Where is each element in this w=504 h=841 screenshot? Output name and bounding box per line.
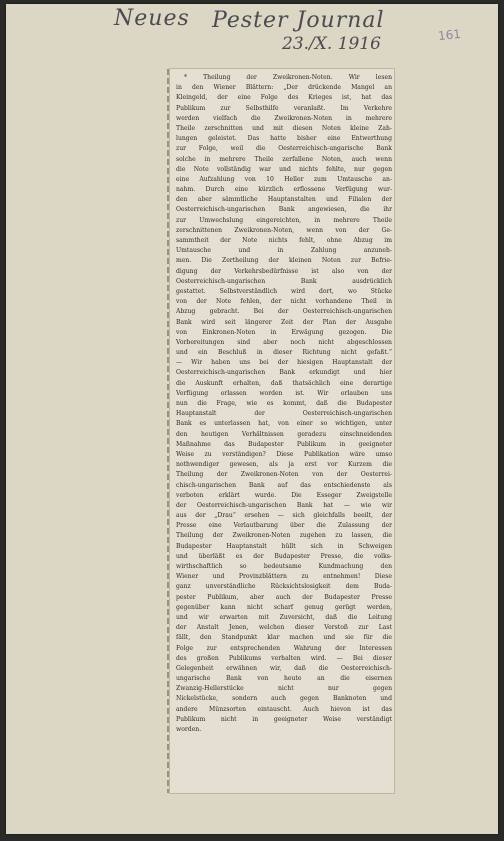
- article-line: Budapester Hauptanstalt hüllt sich in Schweigen: [176, 542, 392, 550]
- archive-stamp-number: 161: [437, 26, 462, 44]
- archive-sheet: [6, 4, 498, 834]
- article-line: Vorbereitungen sind aber noch nicht abgeschlossen: [176, 338, 392, 346]
- article-line: verboten erklärt wurde. Die Esseger Zweigstelle: [176, 491, 392, 499]
- article-line: fällt, den Standpunkt klar machen und sie für die: [176, 634, 392, 642]
- article-line: solche in mehrere Theile zerfallene Noten, auch wenn: [176, 155, 392, 163]
- article-line: Maßnahme das Budapester Publikum in geeigneter: [176, 440, 392, 448]
- article-line: Umtausche und in Zahlung anzuneh-: [176, 247, 392, 255]
- article-line: Theile zerschnitten und mit diesen Noten kleine Zah-: [176, 124, 392, 132]
- article-line: nahm. Durch eine kürzlich erflossene Verfügung wur-: [176, 186, 392, 194]
- article-line: ganz unverständliche Rücksichtslosigkeit dem Buda-: [176, 583, 392, 591]
- article-line: Oesterreichisch-ungarischen Bank erkundigt und hier: [176, 369, 392, 377]
- article-line: men. Die Zertheilung der kleinen Noten zur Befrie-: [176, 257, 392, 265]
- article-line: Kleingeld, der eine Folge des Krieges ist, hat das: [176, 94, 392, 102]
- article-line: zur Folge, weil die Oesterreichisch-ungarische Bank: [176, 145, 392, 153]
- article-line: der Anstalt Jenen, welchen dieser Verstoß zur Last: [176, 624, 392, 632]
- article-line: Publikum zur Selbsthilfe veranlaßt. Im Verkehre: [176, 104, 392, 112]
- article-line: worden.: [176, 726, 202, 733]
- article-line: digung der Verkehrsbedürfnisse ist also von der: [176, 267, 392, 275]
- article-line: Theilung der Zweikronen-Noten von der Oesterrei-: [176, 471, 392, 479]
- article-line: Oesterreichisch-ungarischen Bank ausdrücklich: [176, 277, 392, 285]
- article-line: eine Aufzahlung von 10 Heller zum Umtausche an-: [176, 175, 392, 183]
- article-line: zur Umwechslung eingereichten, in mehrere Theile: [176, 216, 392, 224]
- article-line: die Auskunft erhalten, daß thatsächlich eine derartige: [176, 379, 392, 387]
- article-line: pester Publikum, aber auch der Budapester Presse: [176, 593, 392, 601]
- article-line: Presse eine Verlautbarung über die Zulassung der: [176, 522, 392, 530]
- article-line: Verfügung erlassen worden ist. Wir erlauben uns: [176, 389, 392, 397]
- article-line: Publikum nicht in geeigneter Weise verständigt: [176, 715, 392, 723]
- article-line: und ein Beschluß in dieser Richtung nicht gefaßt.“: [176, 349, 392, 357]
- article-line: nun die Frage, wie es kommt, daß die Budapester: [176, 400, 392, 407]
- article-line: Wiener und Provinzblättern zu entnehmen! Diese: [176, 573, 392, 581]
- article-line: die Note vollständig war und nichts fehlte, nur gegen: [176, 165, 392, 173]
- article-line: Weise zu verständigen? Diese Publikation wäre umso: [176, 450, 392, 458]
- article-line: den heutigen Verhältnissen geradezu einschneidenden: [176, 430, 392, 438]
- article-line: gestattet. Selbstverständlich wird dort, wo Stücke: [176, 287, 392, 295]
- article-line: von Einkronen-Noten in Erwägung gezogen. Die: [176, 328, 392, 336]
- article-line: den aber sämmtliche Hauptanstalten und Filialen der: [176, 196, 392, 204]
- article-line: chisch-ungarischen Bank auf das entschiedenste als: [176, 481, 392, 489]
- article-line: und überläßt es der Budapester Presse, die volks-: [176, 552, 392, 560]
- article-line: des großen Publikums verhalten wird. — Bei dieser: [176, 654, 392, 662]
- article-line: Theilung der Zweikronen-Noten zugehen zu lassen, die: [176, 532, 392, 540]
- article-line: Oesterreichisch-ungarischen Bank angewiesen, die ihr: [176, 206, 392, 214]
- article-line: Bank wird seit längerer Zeit der Plan der Ausgabe: [176, 318, 392, 326]
- article-line: zerschnittenen Zweikronen-Noten, wenn von der Ge-: [176, 226, 392, 234]
- article-line: Abzug gebracht. Bei der Oesterreichisch-ungarischen: [176, 308, 392, 316]
- article-line: werden vielfach die Zweikronen-Noten in mehrere: [176, 114, 392, 122]
- article-line: Zwanzig-Hellerstücke nicht nur gegen: [176, 685, 392, 693]
- article-line: Nickelstücke, sondern auch gegen Banknoten und: [176, 695, 392, 703]
- article-line: der Oesterreichisch-ungarischen Bank hat — wie wir: [176, 501, 392, 509]
- article-line: — Wir haben uns bei der hiesigen Hauptanstalt der: [176, 359, 392, 367]
- article-line: von der Note fehlen, der nicht vorhandene Theil in: [176, 298, 392, 306]
- newspaper-clipping: [169, 68, 395, 794]
- article-line: in den Wiener Blättern: „Der drückende Mangel an: [176, 84, 392, 92]
- handwritten-date: 23./X. 1916: [282, 34, 381, 54]
- article-line: Gelegenheit erwähnen wir, daß die Oesterreichisch-: [176, 664, 392, 672]
- article-line: ungarische Bank von heute an die eisernen: [176, 675, 392, 683]
- article-line: nothwendiger gewesen, als ja erst vor Kurzem die: [176, 461, 392, 469]
- article-line: Bank es unterlassen hat, von einer so wichtigen, unter: [176, 420, 392, 428]
- handwritten-paper-title: Pester Journal: [212, 8, 385, 33]
- article-line: sammtheit der Note nichts fehlt, ohne Abzug im: [176, 237, 392, 244]
- article-body: [176, 73, 392, 735]
- article-line: Folge zur entsprechenden Wahrung der Interessen: [176, 644, 392, 652]
- article-line: Hauptanstalt der Oesterreichisch-ungarischen: [176, 410, 392, 418]
- article-line: andere Münzsorten eintauscht. Auch hievon ist das: [176, 705, 392, 713]
- article-line: aus der „Drau“ ersehen — sich gleichfalls beeilt, der: [176, 512, 392, 520]
- article-line: und wir erwarten mit Zuversicht, daß die Leitung: [176, 613, 392, 621]
- article-line: gegenüber kann nicht scharf genug gerügt werden,: [176, 603, 392, 611]
- article-line: lungen geleistet. Das hatte bisher eine Entwerthung: [176, 135, 392, 143]
- article-line: * Theilung der Zweikronen-Noten. Wir lesen: [184, 74, 392, 81]
- handwritten-paper-name: Neues: [114, 6, 190, 31]
- article-line: wirthschaftlich so bedeutsame Kundmachung den: [176, 563, 392, 570]
